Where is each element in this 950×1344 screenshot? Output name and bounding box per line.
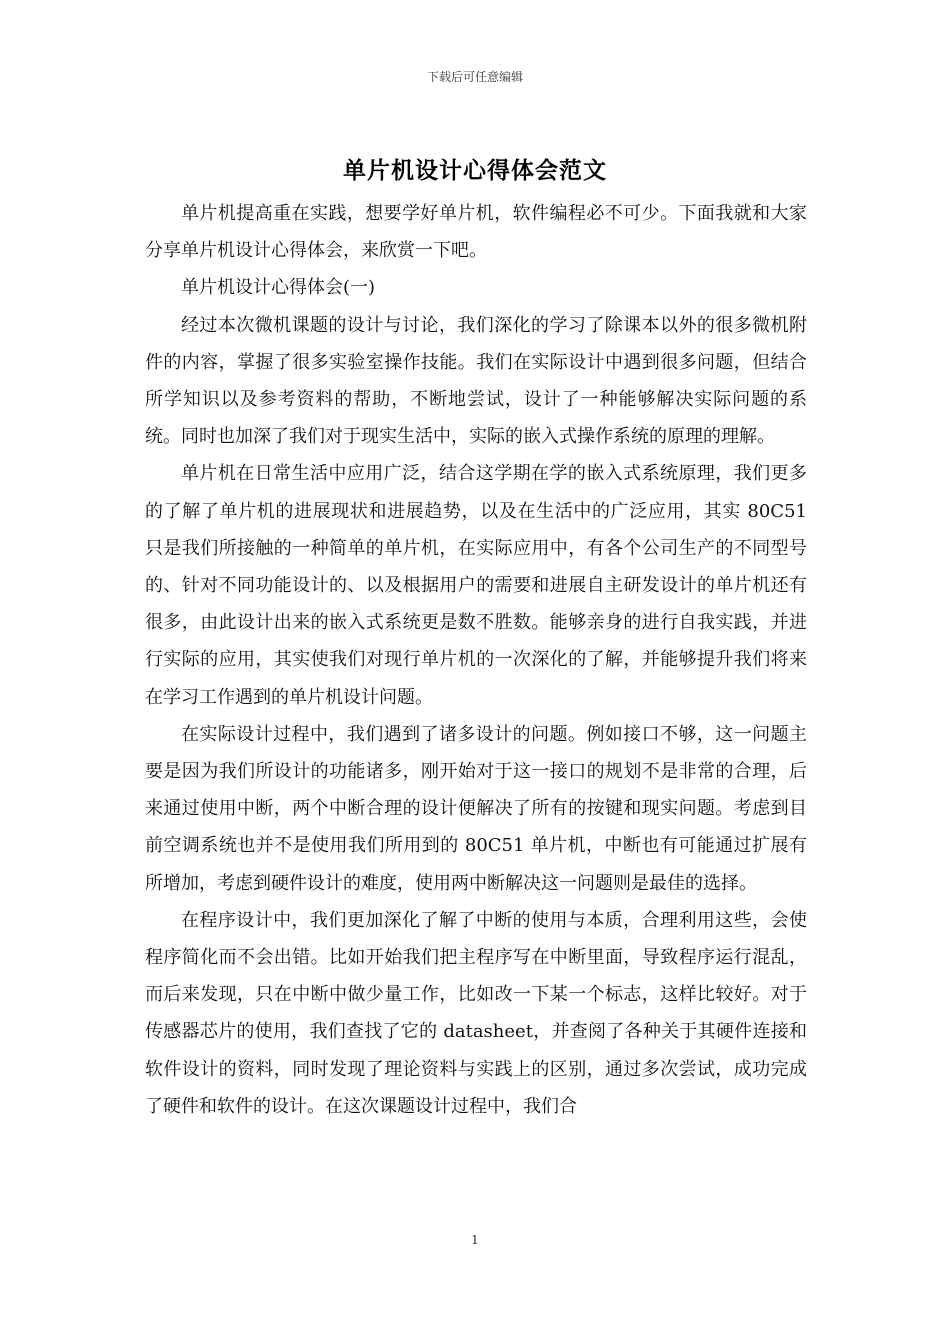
page-number: 1 (471, 1233, 479, 1247)
body-paragraph: 在程序设计中，我们更加深化了解了中断的使用与本质，合理利用这些，会使程序简化而不会出错。比如开始我们把主程序写在中断里面，导致程序运行混乱，而后来发现，只在中断中做少量工作，比如改一下某一个标志，这样比较好。对于传感器芯片的使用，我们查找了它的 datasheet，并查阅了各种关于其硬件连接和软件设计的资料，同时发现了理论资料与实践上的区别，通过多次尝试，成功完成了硬件和软件的设计。在这次课题设计过程中，我们合 (145, 909, 807, 1117)
document-title: 单片机设计心得体会范文 (343, 157, 607, 184)
body-paragraph: 经过本次微机课题的设计与讨论，我们深化的学习了除课本以外的很多微机附件的内容，掌握了很多实验室操作技能。我们在实际设计中遇到很多问题，但结合所学知识以及参考资料的帮助，不断地尝试，设计了一种能够解决实际问题的系统。同时也加深了我们对于现实生活中，实际的嵌入式操作系统的原理的理解。 (145, 314, 807, 448)
section-heading: 单片机设计心得体会(一) (181, 277, 376, 299)
body-paragraph: 单片机在日常生活中应用广泛，结合这学期在学的嵌入式系统原理，我们更多的了解了单片机的进展现状和进展趋势，以及在生活中的广泛应用，其实 80C51 只是我们所接触的一种简单的单片机，在实际应用中，有各个公司生产的不同型号的、针对不同功能设计的、以及根据用户的需要和进展自主研发设计的单片机还有很多，由此设计出来的嵌入式系统更是数不胜数。能够亲身的进行自我实践，并进行实际的应用，其实使我们对现行单片机的一次深化的了解，并能够提升我们将来在学习工作遇到的单片机设计问题。 (145, 463, 807, 708)
page-header: 下载后可任意编辑 (426, 70, 523, 84)
document-body (145, 195, 807, 1125)
intro-paragraph: 单片机提高重在实践，想要学好单片机，软件编程必不可少。下面我就和大家分享单片机设计心得体会，来欣赏一下吧。 (145, 203, 807, 262)
body-paragraph: 在实际设计过程中，我们遇到了诸多设计的问题。例如接口不够，这一问题主要是因为我们所设计的功能诸多，刚开始对于这一接口的规划不是非常的合理，后来通过使用中断，两个中断合理的设计便解决了所有的按键和现实问题。考虑到目前空调系统也并不是使用我们所用到的 80C51 单片机，中断也有可能通过扩展有所增加，考虑到硬件设计的难度，使用两中断解决这一问题则是最佳的选择。 (145, 723, 807, 894)
